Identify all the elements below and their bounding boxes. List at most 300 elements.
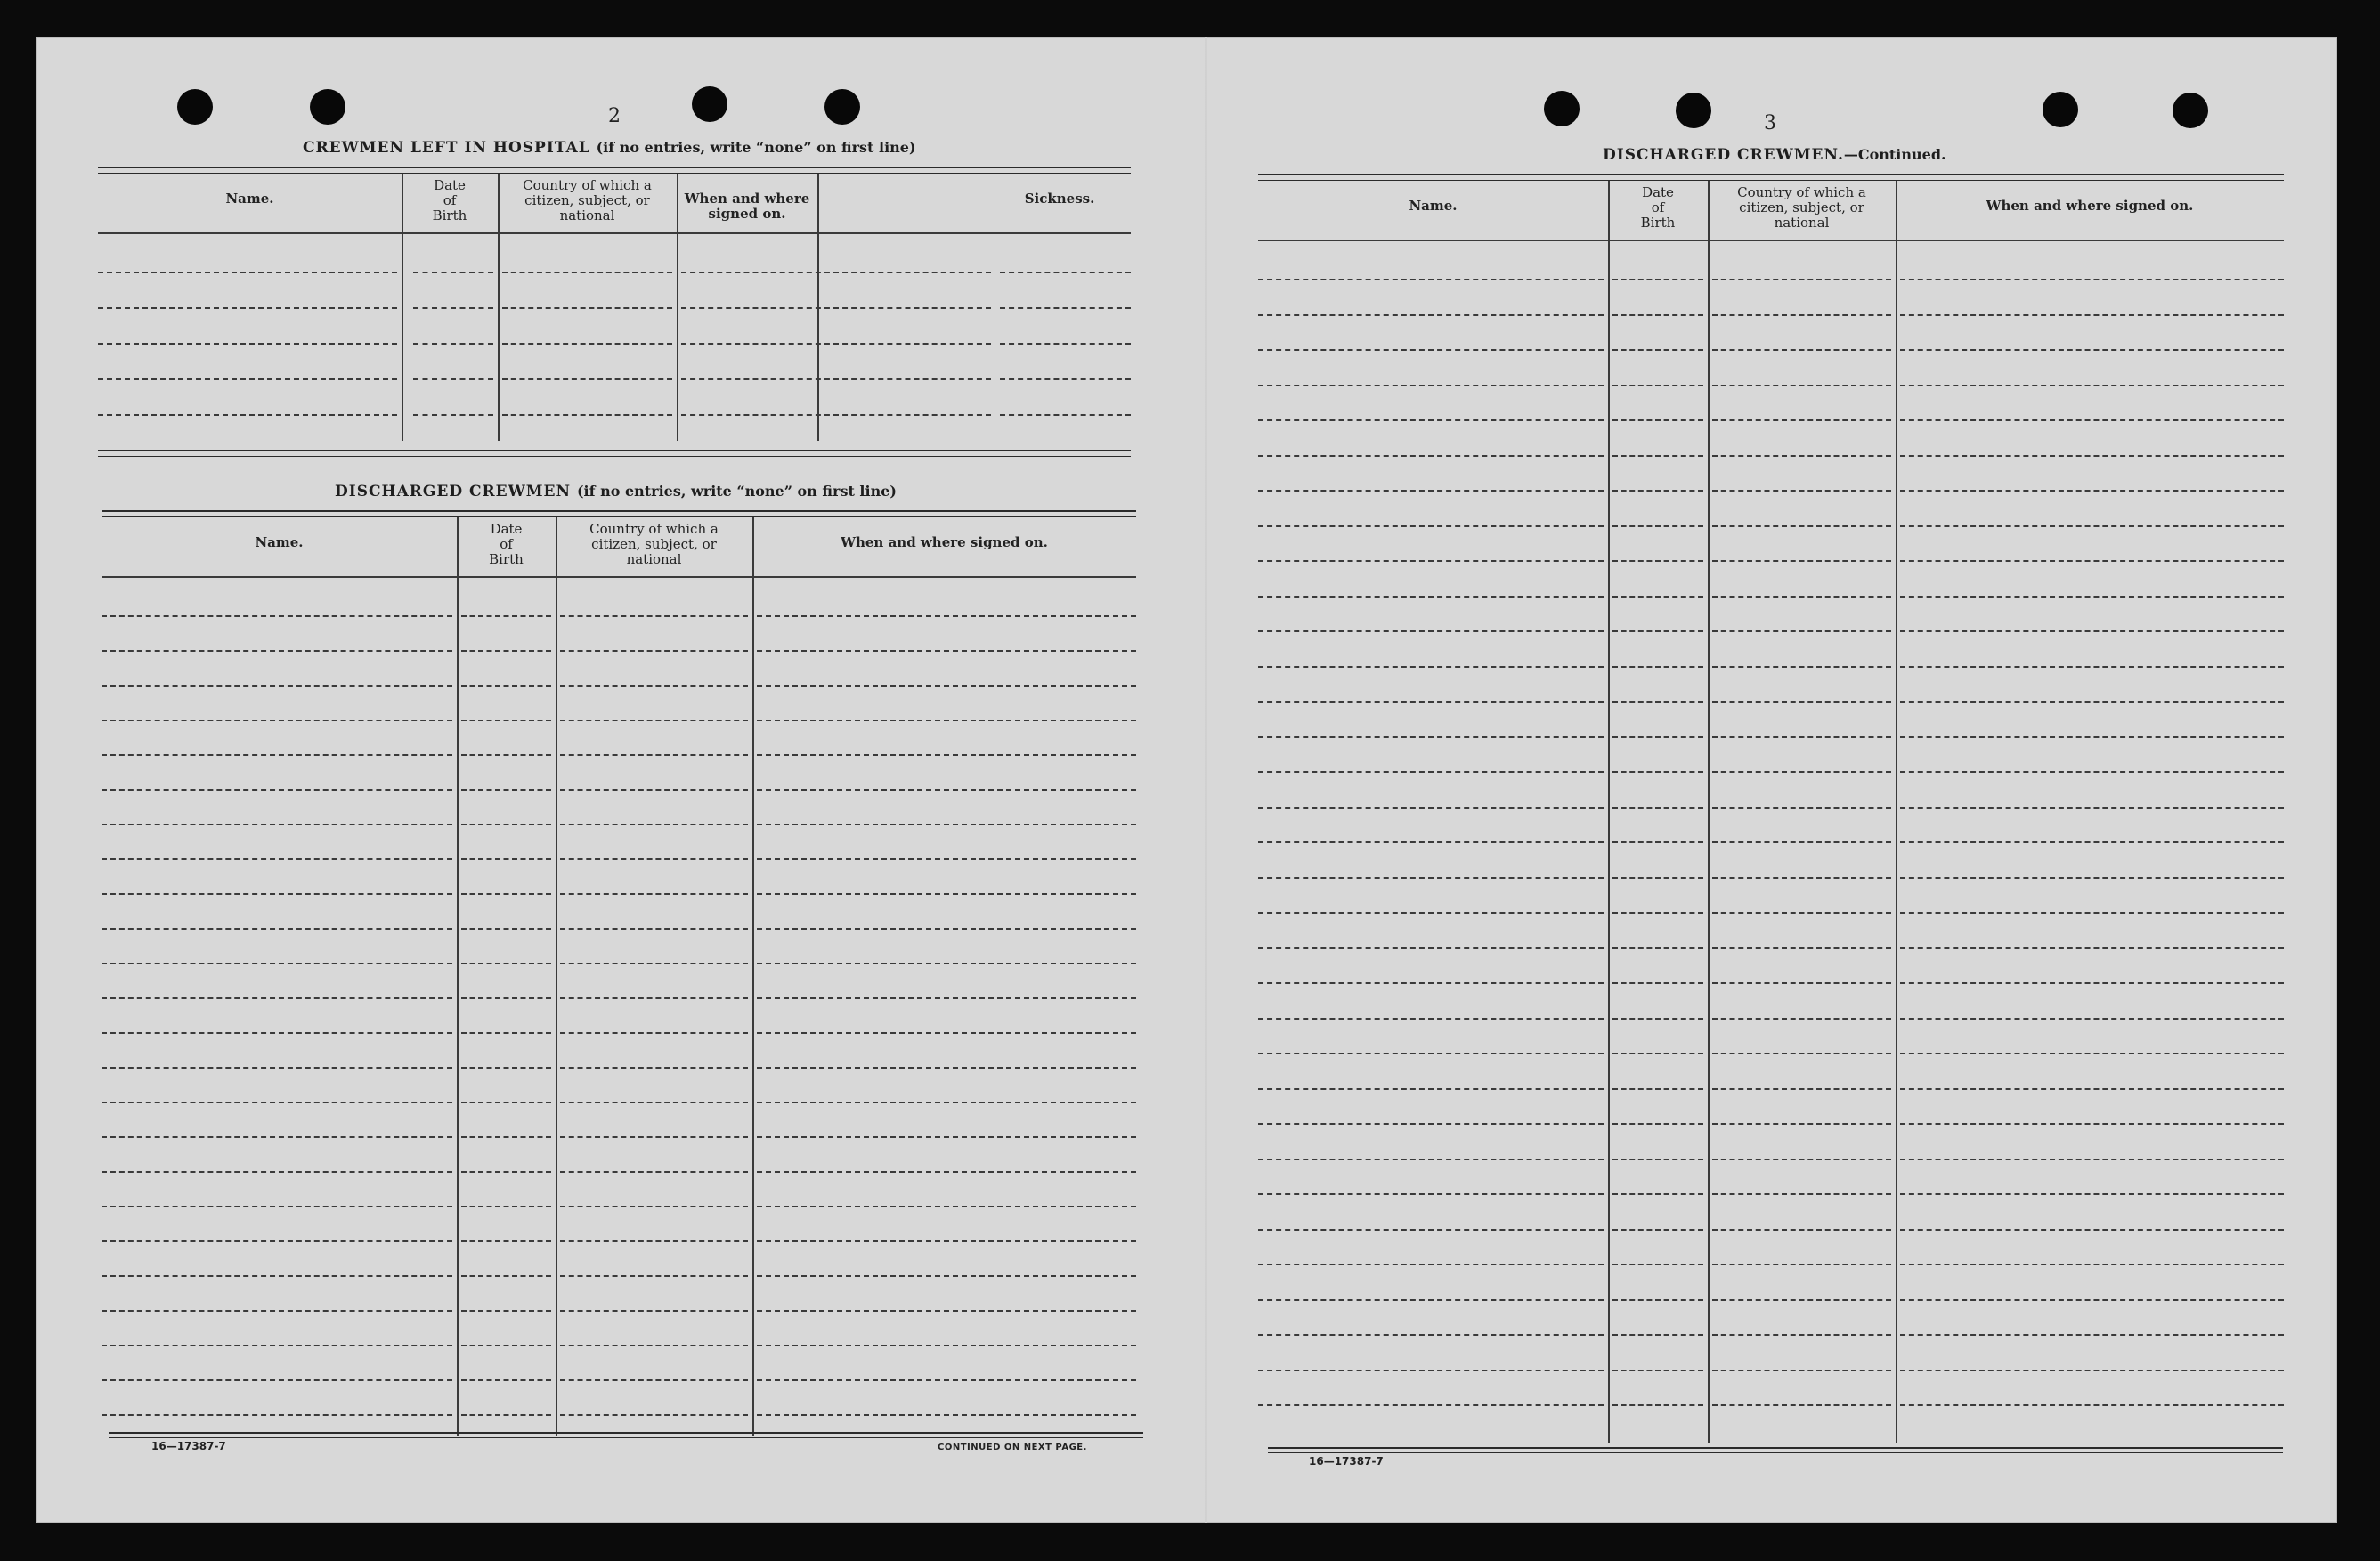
entry-line[interactable] xyxy=(757,685,1136,687)
entry-line[interactable] xyxy=(560,893,748,895)
entry-line[interactable] xyxy=(757,1102,1136,1103)
entry-line[interactable] xyxy=(1612,1334,1703,1336)
page-bottom-rule xyxy=(1268,1447,2283,1453)
entry-line[interactable] xyxy=(1258,1299,1604,1301)
entry-line[interactable] xyxy=(102,858,452,860)
header-date-of-birth: Date of Birth xyxy=(489,521,524,567)
discharged-title-text: DISCHARGED CREWMEN xyxy=(335,483,572,500)
entry-line[interactable] xyxy=(1712,701,1891,703)
entry-line[interactable] xyxy=(1900,560,2284,562)
entry-line[interactable] xyxy=(1900,596,2284,598)
entry-line[interactable] xyxy=(413,272,493,273)
entry-line[interactable] xyxy=(1258,385,1604,386)
entry-line[interactable] xyxy=(560,1032,748,1034)
table-header-rule xyxy=(102,576,1136,578)
entry-line[interactable] xyxy=(560,1067,748,1069)
entry-line[interactable] xyxy=(1258,596,1604,598)
entry-line[interactable] xyxy=(757,893,1136,895)
entry-line[interactable] xyxy=(1900,1123,2284,1125)
entry-line[interactable] xyxy=(1712,1088,1891,1090)
entry-line[interactable] xyxy=(1258,1404,1604,1406)
entry-line[interactable] xyxy=(560,858,748,860)
page-fold xyxy=(1205,37,1207,1523)
entry-line[interactable] xyxy=(1258,841,1604,843)
entry-line[interactable] xyxy=(461,1102,551,1103)
entry-line[interactable] xyxy=(461,789,551,791)
discharged-title-note: (if no entries, write “none” on first line) xyxy=(576,483,897,500)
discharged-continued-table xyxy=(1258,174,2284,1451)
entry-line[interactable] xyxy=(1900,1088,2284,1090)
entry-line[interactable] xyxy=(461,1136,551,1138)
entry-line[interactable] xyxy=(1612,1088,1703,1090)
entry-line[interactable] xyxy=(1712,1193,1891,1195)
entry-line[interactable] xyxy=(1712,666,1891,668)
entry-line[interactable] xyxy=(1712,596,1891,598)
entry-line[interactable] xyxy=(102,963,452,964)
entry-line[interactable] xyxy=(681,343,991,345)
entry-line[interactable] xyxy=(1712,982,1891,984)
entry-line[interactable] xyxy=(1712,1264,1891,1265)
entry-line[interactable] xyxy=(1900,1370,2284,1371)
entry-line[interactable] xyxy=(1712,1229,1891,1231)
entry-line[interactable] xyxy=(461,1379,551,1381)
entry-line[interactable] xyxy=(413,378,493,380)
entry-line[interactable] xyxy=(1258,1229,1604,1231)
entry-line[interactable] xyxy=(757,1414,1136,1416)
entry-line[interactable] xyxy=(560,685,748,687)
entry-line[interactable] xyxy=(461,893,551,895)
entry-line[interactable] xyxy=(1712,455,1891,457)
entry-line[interactable] xyxy=(1612,666,1703,668)
entry-line[interactable] xyxy=(461,824,551,825)
entry-line[interactable] xyxy=(1258,1334,1604,1336)
entry-line[interactable] xyxy=(1712,1334,1891,1336)
entry-line[interactable] xyxy=(1258,1018,1604,1020)
entry-line[interactable] xyxy=(1712,912,1891,914)
entry-line[interactable] xyxy=(1258,279,1604,280)
entry-line[interactable] xyxy=(1612,736,1703,738)
entry-line[interactable] xyxy=(1258,630,1604,632)
entry-line[interactable] xyxy=(1712,1123,1891,1125)
entry-line[interactable] xyxy=(1712,1053,1891,1054)
entry-line[interactable] xyxy=(560,1171,748,1173)
entry-line[interactable] xyxy=(560,1206,748,1207)
entry-line[interactable] xyxy=(1900,385,2284,386)
entry-line[interactable] xyxy=(681,272,991,273)
entry-line[interactable] xyxy=(1900,1334,2284,1336)
entry-line[interactable] xyxy=(681,378,991,380)
entry-line[interactable] xyxy=(560,963,748,964)
entry-line[interactable] xyxy=(1612,947,1703,949)
entry-line[interactable] xyxy=(1612,455,1703,457)
entry-line[interactable] xyxy=(1712,736,1891,738)
entry-line[interactable] xyxy=(757,789,1136,791)
entry-line[interactable] xyxy=(1712,947,1891,949)
entry-line[interactable] xyxy=(681,307,991,309)
entry-line[interactable] xyxy=(757,1310,1136,1312)
table-top-rule xyxy=(1258,174,2284,181)
entry-line[interactable] xyxy=(1258,490,1604,492)
entry-line[interactable] xyxy=(560,789,748,791)
entry-line[interactable] xyxy=(102,997,452,999)
entry-line[interactable] xyxy=(757,1067,1136,1069)
hospital-section-title xyxy=(303,139,916,157)
entry-line[interactable] xyxy=(1612,1053,1703,1054)
entry-line[interactable] xyxy=(757,928,1136,930)
header-sickness: Sickness. xyxy=(1024,191,1095,207)
column-divider xyxy=(752,517,754,1436)
entry-line[interactable] xyxy=(1258,349,1604,351)
entry-line[interactable] xyxy=(461,1310,551,1312)
column-divider xyxy=(1896,181,1897,1443)
entry-line[interactable] xyxy=(1900,1053,2284,1054)
entry-line[interactable] xyxy=(1612,1229,1703,1231)
entry-line[interactable] xyxy=(1612,841,1703,843)
header-signed-on: When and where signed on. xyxy=(1986,198,2194,214)
discharged-section-title xyxy=(335,483,897,500)
entry-line[interactable] xyxy=(461,963,551,964)
entry-line[interactable] xyxy=(1900,807,2284,809)
entry-line[interactable] xyxy=(1258,982,1604,984)
entry-line[interactable] xyxy=(102,893,452,895)
table-bottom-rule xyxy=(98,450,1131,457)
entry-line[interactable] xyxy=(1258,912,1604,914)
entry-line[interactable] xyxy=(560,650,748,652)
entry-line[interactable] xyxy=(1712,1018,1891,1020)
entry-line[interactable] xyxy=(1612,349,1703,351)
entry-line[interactable] xyxy=(102,1206,452,1207)
entry-line[interactable] xyxy=(461,1345,551,1346)
entry-line[interactable] xyxy=(1712,349,1891,351)
entry-line[interactable] xyxy=(1712,419,1891,421)
table-header-rule xyxy=(1258,240,2284,241)
entry-line[interactable] xyxy=(1612,385,1703,386)
header-signed-on: When and where signed on. xyxy=(841,534,1048,550)
entry-line[interactable] xyxy=(1712,771,1891,773)
entry-line[interactable] xyxy=(461,720,551,721)
entry-line[interactable] xyxy=(461,1206,551,1207)
page-bottom-rule xyxy=(109,1432,1143,1438)
entry-line[interactable] xyxy=(560,615,748,617)
entry-line[interactable] xyxy=(757,997,1136,999)
entry-line[interactable] xyxy=(1900,1018,2284,1020)
entry-line[interactable] xyxy=(102,1414,452,1416)
entry-line[interactable] xyxy=(98,272,397,273)
hospital-table xyxy=(98,167,1131,458)
entry-line[interactable] xyxy=(102,1171,452,1173)
entry-line[interactable] xyxy=(98,378,397,380)
entry-line[interactable] xyxy=(461,928,551,930)
entry-line[interactable] xyxy=(757,824,1136,825)
entry-line[interactable] xyxy=(1612,982,1703,984)
entry-line[interactable] xyxy=(757,1240,1136,1242)
header-country: Country of which a citizen, subject, or national xyxy=(523,177,652,224)
entry-line[interactable] xyxy=(757,963,1136,964)
punch-hole xyxy=(177,89,213,125)
entry-line[interactable] xyxy=(461,754,551,756)
entry-line[interactable] xyxy=(560,1275,748,1277)
entry-line[interactable] xyxy=(1258,807,1604,809)
entry-line[interactable] xyxy=(1900,349,2284,351)
entry-line[interactable] xyxy=(1900,877,2284,879)
entry-line[interactable] xyxy=(102,754,452,756)
entry-line[interactable] xyxy=(1258,1159,1604,1160)
entry-line[interactable] xyxy=(1612,1404,1703,1406)
entry-line[interactable] xyxy=(461,858,551,860)
entry-line[interactable] xyxy=(1258,736,1604,738)
entry-line[interactable] xyxy=(1900,1299,2284,1301)
entry-line[interactable] xyxy=(102,650,452,652)
entry-line[interactable] xyxy=(1000,378,1131,380)
entry-line[interactable] xyxy=(1712,1299,1891,1301)
entry-line[interactable] xyxy=(1258,525,1604,527)
entry-line[interactable] xyxy=(1712,314,1891,316)
entry-line[interactable] xyxy=(1712,807,1891,809)
entry-line[interactable] xyxy=(560,1240,748,1242)
entry-line[interactable] xyxy=(413,343,493,345)
entry-line[interactable] xyxy=(1612,490,1703,492)
entry-line[interactable] xyxy=(98,414,397,416)
entry-line[interactable] xyxy=(1712,630,1891,632)
entry-line[interactable] xyxy=(1000,272,1131,273)
entry-line[interactable] xyxy=(98,307,397,309)
entry-line[interactable] xyxy=(461,1275,551,1277)
discharged-table xyxy=(102,510,1136,1436)
entry-line[interactable] xyxy=(413,414,493,416)
entry-line[interactable] xyxy=(102,1345,452,1346)
entry-line[interactable] xyxy=(757,1379,1136,1381)
entry-line[interactable] xyxy=(1000,343,1131,345)
entry-line[interactable] xyxy=(102,928,452,930)
entry-line[interactable] xyxy=(102,789,452,791)
entry-line[interactable] xyxy=(757,1206,1136,1207)
entry-line[interactable] xyxy=(560,824,748,825)
entry-line[interactable] xyxy=(98,343,397,345)
entry-line[interactable] xyxy=(1900,630,2284,632)
header-name: Name. xyxy=(225,191,274,207)
header-name: Name. xyxy=(1409,198,1458,214)
header-date-of-birth: Date of Birth xyxy=(432,177,467,224)
entry-line[interactable] xyxy=(757,754,1136,756)
form-code: 16—17387-7 xyxy=(151,1440,226,1452)
entry-line[interactable] xyxy=(1712,525,1891,527)
entry-line[interactable] xyxy=(1000,414,1131,416)
entry-line[interactable] xyxy=(1612,1370,1703,1371)
entry-line[interactable] xyxy=(560,754,748,756)
entry-line[interactable] xyxy=(1900,1229,2284,1231)
entry-line[interactable] xyxy=(1612,1299,1703,1301)
entry-line[interactable] xyxy=(757,1275,1136,1277)
entry-line[interactable] xyxy=(1612,560,1703,562)
entry-line[interactable] xyxy=(1712,385,1891,386)
entry-line[interactable] xyxy=(502,272,672,273)
entry-line[interactable] xyxy=(1612,1264,1703,1265)
hospital-title-text: CREWMEN LEFT IN HOSPITAL xyxy=(303,139,590,157)
entry-line[interactable] xyxy=(1258,947,1604,949)
continued-note: CONTINUED ON NEXT PAGE. xyxy=(938,1443,1087,1452)
entry-line[interactable] xyxy=(1258,1193,1604,1195)
entry-line[interactable] xyxy=(502,378,672,380)
entry-line[interactable] xyxy=(102,1240,452,1242)
entry-line[interactable] xyxy=(560,1310,748,1312)
entry-line[interactable] xyxy=(1712,841,1891,843)
entry-line[interactable] xyxy=(502,343,672,345)
entry-line[interactable] xyxy=(1900,771,2284,773)
entry-line[interactable] xyxy=(1900,1264,2284,1265)
entry-line[interactable] xyxy=(1612,314,1703,316)
entry-line[interactable] xyxy=(1900,525,2284,527)
entry-line[interactable] xyxy=(102,1379,452,1381)
entry-line[interactable] xyxy=(757,1345,1136,1346)
entry-line[interactable] xyxy=(757,1032,1136,1034)
entry-line[interactable] xyxy=(1900,455,2284,457)
header-country: Country of which a citizen, subject, or national xyxy=(1737,184,1866,231)
entry-line[interactable] xyxy=(1258,1053,1604,1054)
entry-line[interactable] xyxy=(102,1032,452,1034)
entry-line[interactable] xyxy=(1712,877,1891,879)
entry-line[interactable] xyxy=(1612,596,1703,598)
entry-line[interactable] xyxy=(1900,1193,2284,1195)
column-divider xyxy=(457,517,459,1436)
entry-line[interactable] xyxy=(1712,1404,1891,1406)
entry-line[interactable] xyxy=(461,1171,551,1173)
entry-line[interactable] xyxy=(757,1171,1136,1173)
entry-line[interactable] xyxy=(1258,1370,1604,1371)
entry-line[interactable] xyxy=(461,1414,551,1416)
entry-line[interactable] xyxy=(1900,1404,2284,1406)
entry-line[interactable] xyxy=(102,615,452,617)
hospital-title-note: (if no entries, write “none” on first line) xyxy=(596,139,916,156)
entry-line[interactable] xyxy=(102,1310,452,1312)
entry-line[interactable] xyxy=(102,1067,452,1069)
entry-line[interactable] xyxy=(1612,1193,1703,1195)
entry-line[interactable] xyxy=(1612,1018,1703,1020)
entry-line[interactable] xyxy=(1612,1123,1703,1125)
entry-line[interactable] xyxy=(502,414,672,416)
entry-line[interactable] xyxy=(1900,490,2284,492)
entry-line[interactable] xyxy=(102,720,452,721)
entry-line[interactable] xyxy=(102,1102,452,1103)
entry-line[interactable] xyxy=(560,720,748,721)
entry-line[interactable] xyxy=(1258,877,1604,879)
entry-line[interactable] xyxy=(560,1414,748,1416)
entry-line[interactable] xyxy=(1612,807,1703,809)
table-top-rule xyxy=(102,510,1136,517)
entry-line[interactable] xyxy=(1258,560,1604,562)
entry-line[interactable] xyxy=(560,1345,748,1346)
entry-line[interactable] xyxy=(102,1136,452,1138)
punch-hole xyxy=(2173,93,2208,128)
entry-line[interactable] xyxy=(102,1275,452,1277)
column-divider xyxy=(1608,181,1610,1443)
header-date-of-birth: Date of Birth xyxy=(1640,184,1676,231)
entry-line[interactable] xyxy=(1258,419,1604,421)
punch-hole xyxy=(2043,92,2078,127)
entry-line[interactable] xyxy=(1258,1088,1604,1090)
entry-line[interactable] xyxy=(1258,701,1604,703)
entry-line[interactable] xyxy=(1900,736,2284,738)
entry-line[interactable] xyxy=(1900,419,2284,421)
entry-line[interactable] xyxy=(102,685,452,687)
entry-line[interactable] xyxy=(681,414,991,416)
punch-hole xyxy=(692,86,727,122)
entry-line[interactable] xyxy=(1712,279,1891,280)
entry-line[interactable] xyxy=(1612,630,1703,632)
entry-line[interactable] xyxy=(1612,419,1703,421)
punch-hole xyxy=(1544,91,1580,126)
entry-line[interactable] xyxy=(1900,1159,2284,1160)
entry-line[interactable] xyxy=(413,307,493,309)
column-divider xyxy=(1708,181,1710,1443)
entry-line[interactable] xyxy=(757,720,1136,721)
entry-line[interactable] xyxy=(461,1032,551,1034)
entry-line[interactable] xyxy=(461,615,551,617)
entry-line[interactable] xyxy=(1612,877,1703,879)
entry-line[interactable] xyxy=(1712,1370,1891,1371)
column-divider xyxy=(556,517,557,1436)
entry-line[interactable] xyxy=(1900,279,2284,280)
entry-line[interactable] xyxy=(1612,1159,1703,1160)
entry-line[interactable] xyxy=(1900,841,2284,843)
entry-line[interactable] xyxy=(461,997,551,999)
entry-line[interactable] xyxy=(1258,314,1604,316)
entry-line[interactable] xyxy=(1900,666,2284,668)
entry-line[interactable] xyxy=(102,824,452,825)
entry-line[interactable] xyxy=(1900,912,2284,914)
entry-line[interactable] xyxy=(1712,1159,1891,1160)
entry-line[interactable] xyxy=(757,615,1136,617)
entry-line[interactable] xyxy=(1712,490,1891,492)
entry-line[interactable] xyxy=(757,650,1136,652)
entry-line[interactable] xyxy=(461,685,551,687)
entry-line[interactable] xyxy=(1000,307,1131,309)
page-number: 3 xyxy=(1764,112,1776,134)
discharged-continued-title-text: DISCHARGED CREWMEN. xyxy=(1603,146,1844,164)
entry-line[interactable] xyxy=(1612,279,1703,280)
discharged-continued-title xyxy=(1603,146,1946,164)
entry-line[interactable] xyxy=(1900,947,2284,949)
entry-line[interactable] xyxy=(560,1136,748,1138)
entry-line[interactable] xyxy=(1900,701,2284,703)
entry-line[interactable] xyxy=(1258,1123,1604,1125)
header-signed-on: When and where signed on. xyxy=(684,191,810,222)
entry-line[interactable] xyxy=(1612,525,1703,527)
entry-line[interactable] xyxy=(757,1136,1136,1138)
entry-line[interactable] xyxy=(560,928,748,930)
entry-line[interactable] xyxy=(461,650,551,652)
entry-line[interactable] xyxy=(757,858,1136,860)
entry-line[interactable] xyxy=(1612,771,1703,773)
entry-line[interactable] xyxy=(1712,560,1891,562)
entry-line[interactable] xyxy=(1258,455,1604,457)
entry-line[interactable] xyxy=(560,1102,748,1103)
entry-line[interactable] xyxy=(1258,666,1604,668)
entry-line[interactable] xyxy=(560,997,748,999)
entry-line[interactable] xyxy=(1612,912,1703,914)
entry-line[interactable] xyxy=(461,1240,551,1242)
table-header-rule xyxy=(98,232,1131,234)
entry-line[interactable] xyxy=(461,1067,551,1069)
punch-hole xyxy=(310,89,345,125)
page-number: 2 xyxy=(608,105,621,127)
entry-line[interactable] xyxy=(1258,1264,1604,1265)
entry-line[interactable] xyxy=(1612,701,1703,703)
entry-line[interactable] xyxy=(1900,982,2284,984)
entry-line[interactable] xyxy=(560,1379,748,1381)
entry-line[interactable] xyxy=(502,307,672,309)
entry-line[interactable] xyxy=(1258,771,1604,773)
entry-line[interactable] xyxy=(1900,314,2284,316)
